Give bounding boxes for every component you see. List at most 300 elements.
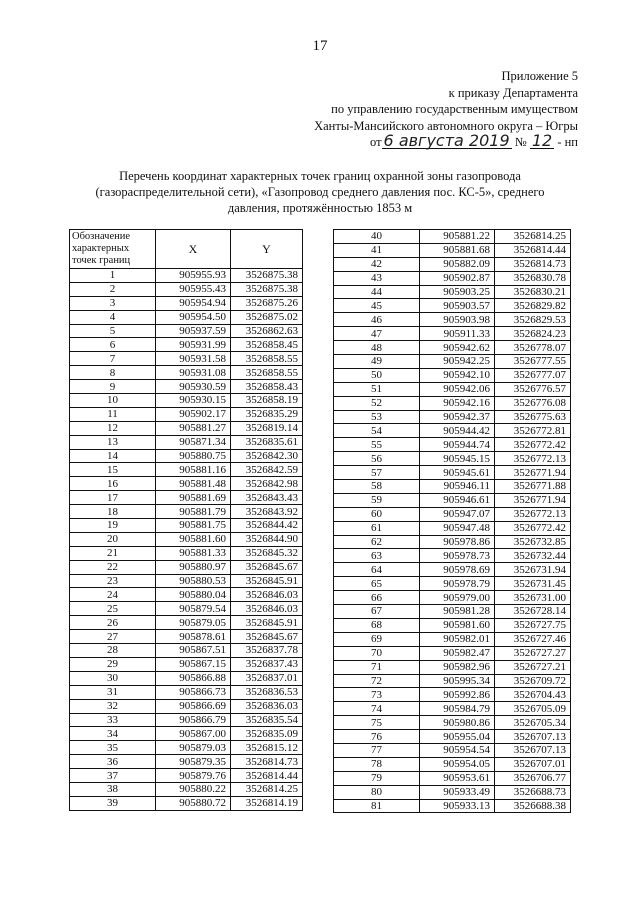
x-coordinate: 905942.10 — [420, 368, 495, 382]
point-number: 52 — [334, 396, 420, 410]
point-number: 3 — [70, 296, 156, 310]
point-number: 62 — [334, 535, 420, 549]
y-coordinate: 3526706.77 — [495, 771, 571, 785]
department-name: по управлению государственным имуществом — [331, 102, 578, 116]
y-coordinate: 3526771.94 — [495, 493, 571, 507]
x-coordinate: 905955.04 — [420, 730, 495, 744]
table-row — [334, 313, 571, 327]
table-row — [334, 563, 571, 577]
x-coordinate: 905947.48 — [420, 521, 495, 535]
table-row — [334, 688, 571, 702]
order-prefix: от — [369, 135, 382, 149]
point-number: 40 — [334, 230, 420, 244]
table-row — [70, 741, 303, 755]
point-number: 61 — [334, 521, 420, 535]
point-number: 16 — [70, 477, 156, 491]
table-row — [334, 493, 571, 507]
point-number: 68 — [334, 618, 420, 632]
y-coordinate: 3526707.01 — [495, 757, 571, 771]
point-number: 72 — [334, 674, 420, 688]
point-number: 45 — [334, 299, 420, 313]
y-coordinate: 3526836.03 — [231, 699, 303, 713]
point-number: 67 — [334, 605, 420, 619]
point-number: 27 — [70, 630, 156, 644]
x-coordinate: 905945.61 — [420, 466, 495, 480]
point-number: 21 — [70, 546, 156, 560]
x-coordinate: 905930.15 — [156, 394, 231, 408]
table-row — [70, 796, 303, 810]
table-row — [334, 438, 571, 452]
x-coordinate: 905979.00 — [420, 591, 495, 605]
point-number: 33 — [70, 713, 156, 727]
title-line-2: (газораспределительной сети), «Газопровод среднего давления пос. КС-5», среднего — [95, 185, 545, 199]
x-coordinate: 905955.93 — [156, 269, 231, 283]
y-coordinate: 3526846.03 — [231, 602, 303, 616]
point-number: 1 — [70, 269, 156, 283]
y-coordinate: 3526772.81 — [495, 424, 571, 438]
x-coordinate: 905911.33 — [420, 327, 495, 341]
x-coordinate: 905933.13 — [420, 799, 495, 813]
x-coordinate: 905866.79 — [156, 713, 231, 727]
y-coordinate: 3526776.08 — [495, 396, 571, 410]
x-coordinate: 905880.53 — [156, 574, 231, 588]
table-row — [70, 560, 303, 574]
table-row — [334, 452, 571, 466]
table-row — [334, 507, 571, 521]
point-number: 80 — [334, 785, 420, 799]
point-number: 37 — [70, 769, 156, 783]
x-coordinate: 905931.99 — [156, 338, 231, 352]
y-coordinate: 3526835.54 — [231, 713, 303, 727]
point-number: 54 — [334, 424, 420, 438]
x-coordinate: 905947.07 — [420, 507, 495, 521]
point-number: 49 — [334, 355, 420, 369]
header-x: X — [156, 230, 231, 269]
point-number: 59 — [334, 493, 420, 507]
point-number: 70 — [334, 646, 420, 660]
x-coordinate: 905982.96 — [420, 660, 495, 674]
x-coordinate: 905867.00 — [156, 727, 231, 741]
point-number: 24 — [70, 588, 156, 602]
coordinates-table-right — [333, 229, 571, 813]
x-coordinate: 905867.51 — [156, 644, 231, 658]
table-row — [334, 285, 571, 299]
table-row — [334, 660, 571, 674]
x-coordinate: 905931.58 — [156, 352, 231, 366]
point-number: 2 — [70, 282, 156, 296]
y-coordinate: 3526815.12 — [231, 741, 303, 755]
x-coordinate: 905902.17 — [156, 407, 231, 421]
y-coordinate: 3526728.14 — [495, 605, 571, 619]
x-coordinate: 905867.15 — [156, 657, 231, 671]
x-coordinate: 905880.72 — [156, 796, 231, 810]
table-header-row — [70, 230, 303, 269]
point-number: 53 — [334, 410, 420, 424]
point-number: 5 — [70, 324, 156, 338]
y-coordinate: 3526771.94 — [495, 466, 571, 480]
x-coordinate: 905946.61 — [420, 493, 495, 507]
table-row — [334, 730, 571, 744]
y-coordinate: 3526777.55 — [495, 355, 571, 369]
y-coordinate: 3526845.67 — [231, 560, 303, 574]
table-row — [334, 674, 571, 688]
table-row — [70, 407, 303, 421]
table-row — [70, 394, 303, 408]
x-coordinate: 905866.69 — [156, 699, 231, 713]
table-row — [334, 577, 571, 591]
y-coordinate: 3526704.43 — [495, 688, 571, 702]
table-row — [334, 591, 571, 605]
y-coordinate: 3526772.13 — [495, 507, 571, 521]
table-row — [70, 435, 303, 449]
y-coordinate: 3526776.57 — [495, 382, 571, 396]
x-coordinate: 905981.28 — [420, 605, 495, 619]
x-coordinate: 905881.33 — [156, 546, 231, 560]
point-number: 31 — [70, 685, 156, 699]
x-coordinate: 905945.15 — [420, 452, 495, 466]
y-coordinate: 3526835.61 — [231, 435, 303, 449]
y-coordinate: 3526842.59 — [231, 463, 303, 477]
table-row — [70, 782, 303, 796]
table-row — [70, 310, 303, 324]
x-coordinate: 905953.61 — [420, 771, 495, 785]
y-coordinate: 3526858.43 — [231, 380, 303, 394]
x-coordinate: 905942.37 — [420, 410, 495, 424]
table-row — [70, 755, 303, 769]
table-row — [334, 382, 571, 396]
point-number: 78 — [334, 757, 420, 771]
table-row — [334, 646, 571, 660]
table-row — [70, 699, 303, 713]
y-coordinate: 3526814.73 — [231, 755, 303, 769]
order-date-line — [369, 131, 578, 150]
point-number: 41 — [334, 243, 420, 257]
y-coordinate: 3526705.09 — [495, 702, 571, 716]
table-row — [334, 271, 571, 285]
table-row — [70, 671, 303, 685]
x-coordinate: 905879.03 — [156, 741, 231, 755]
x-coordinate: 905978.86 — [420, 535, 495, 549]
x-coordinate: 905954.54 — [420, 743, 495, 757]
y-coordinate: 3526731.45 — [495, 577, 571, 591]
point-number: 66 — [334, 591, 420, 605]
table-row — [334, 757, 571, 771]
table-row — [334, 466, 571, 480]
y-coordinate: 3526731.94 — [495, 563, 571, 577]
table-row — [70, 366, 303, 380]
coordinates-table-left — [69, 229, 303, 811]
point-number: 13 — [70, 435, 156, 449]
point-number: 79 — [334, 771, 420, 785]
point-number: 38 — [70, 782, 156, 796]
y-coordinate: 3526824.23 — [495, 327, 571, 341]
point-number: 23 — [70, 574, 156, 588]
x-coordinate: 905954.50 — [156, 310, 231, 324]
table-row — [70, 727, 303, 741]
point-number: 47 — [334, 327, 420, 341]
table-row — [334, 327, 571, 341]
y-coordinate: 3526814.44 — [231, 769, 303, 783]
table-row — [334, 396, 571, 410]
y-coordinate: 3526843.92 — [231, 505, 303, 519]
point-number: 63 — [334, 549, 420, 563]
y-coordinate: 3526772.13 — [495, 452, 571, 466]
y-coordinate: 3526814.44 — [495, 243, 571, 257]
table-row — [334, 785, 571, 799]
table-row — [70, 588, 303, 602]
table-row — [334, 341, 571, 355]
table-row — [334, 424, 571, 438]
order-suffix: - нп — [557, 135, 578, 149]
table-row — [70, 769, 303, 783]
y-coordinate: 3526772.42 — [495, 438, 571, 452]
table-row — [334, 243, 571, 257]
y-coordinate: 3526727.21 — [495, 660, 571, 674]
y-coordinate: 3526732.44 — [495, 549, 571, 563]
y-coordinate: 3526858.19 — [231, 394, 303, 408]
table-body-right — [334, 230, 571, 813]
x-coordinate: 905902.87 — [420, 271, 495, 285]
y-coordinate: 3526707.13 — [495, 743, 571, 757]
table-row — [334, 521, 571, 535]
x-coordinate: 905882.09 — [420, 257, 495, 271]
point-number: 15 — [70, 463, 156, 477]
y-coordinate: 3526858.55 — [231, 366, 303, 380]
order-number-label: № — [514, 135, 527, 149]
table-row — [334, 368, 571, 382]
point-number: 64 — [334, 563, 420, 577]
point-number: 6 — [70, 338, 156, 352]
table-row — [70, 477, 303, 491]
x-coordinate: 905903.57 — [420, 299, 495, 313]
x-coordinate: 905866.88 — [156, 671, 231, 685]
point-number: 44 — [334, 285, 420, 299]
point-number: 9 — [70, 380, 156, 394]
y-coordinate: 3526835.29 — [231, 407, 303, 421]
point-number: 39 — [70, 796, 156, 810]
x-coordinate: 905937.59 — [156, 324, 231, 338]
point-number: 17 — [70, 491, 156, 505]
region-name: Ханты-Мансийского автономного округа – Югры — [314, 118, 578, 133]
point-number: 7 — [70, 352, 156, 366]
y-coordinate: 3526858.55 — [231, 352, 303, 366]
table-row — [334, 480, 571, 494]
order-reference: к приказу Департамента — [448, 85, 578, 100]
point-number: 55 — [334, 438, 420, 452]
point-number: 77 — [334, 743, 420, 757]
point-number: 10 — [70, 394, 156, 408]
y-coordinate: 3526875.26 — [231, 296, 303, 310]
x-coordinate: 905982.01 — [420, 632, 495, 646]
x-coordinate: 905946.11 — [420, 480, 495, 494]
x-coordinate: 905881.16 — [156, 463, 231, 477]
point-number: 30 — [70, 671, 156, 685]
table-row — [334, 230, 571, 244]
x-coordinate: 905880.75 — [156, 449, 231, 463]
table-row — [334, 535, 571, 549]
y-coordinate: 3526731.00 — [495, 591, 571, 605]
table-row — [70, 532, 303, 546]
x-coordinate: 905942.62 — [420, 341, 495, 355]
table-row — [70, 449, 303, 463]
y-coordinate: 3526707.13 — [495, 730, 571, 744]
table-row — [70, 574, 303, 588]
x-coordinate: 905982.47 — [420, 646, 495, 660]
y-coordinate: 3526688.38 — [495, 799, 571, 813]
x-coordinate: 905881.68 — [420, 243, 495, 257]
x-coordinate: 905955.43 — [156, 282, 231, 296]
y-coordinate: 3526875.38 — [231, 269, 303, 283]
y-coordinate: 3526846.03 — [231, 588, 303, 602]
y-coordinate: 3526845.91 — [231, 574, 303, 588]
header-point-label: Обозначение характерных точек границ — [70, 230, 156, 269]
table-row — [70, 491, 303, 505]
x-coordinate: 905954.94 — [156, 296, 231, 310]
x-coordinate: 905880.22 — [156, 782, 231, 796]
x-coordinate: 905880.97 — [156, 560, 231, 574]
y-coordinate: 3526705.34 — [495, 716, 571, 730]
table-row — [334, 716, 571, 730]
table-row — [334, 410, 571, 424]
y-coordinate: 3526829.53 — [495, 313, 571, 327]
x-coordinate: 905942.25 — [420, 355, 495, 369]
table-row — [70, 505, 303, 519]
x-coordinate: 905879.05 — [156, 616, 231, 630]
x-coordinate: 905995.34 — [420, 674, 495, 688]
table-row — [70, 630, 303, 644]
y-coordinate: 3526732.85 — [495, 535, 571, 549]
y-coordinate: 3526727.46 — [495, 632, 571, 646]
y-coordinate: 3526772.42 — [495, 521, 571, 535]
table-row — [334, 799, 571, 813]
y-coordinate: 3526775.63 — [495, 410, 571, 424]
x-coordinate: 905944.74 — [420, 438, 495, 452]
x-coordinate: 905981.60 — [420, 618, 495, 632]
point-number: 58 — [334, 480, 420, 494]
header-y: Y — [231, 230, 303, 269]
table-row — [70, 421, 303, 435]
x-coordinate: 905878.61 — [156, 630, 231, 644]
y-coordinate: 3526836.53 — [231, 685, 303, 699]
y-coordinate: 3526844.42 — [231, 519, 303, 533]
point-number: 46 — [334, 313, 420, 327]
point-number: 36 — [70, 755, 156, 769]
point-number: 71 — [334, 660, 420, 674]
y-coordinate: 3526814.25 — [495, 230, 571, 244]
y-coordinate: 3526778.07 — [495, 341, 571, 355]
table-row — [334, 632, 571, 646]
y-coordinate: 3526830.78 — [495, 271, 571, 285]
y-coordinate: 3526845.67 — [231, 630, 303, 644]
y-coordinate: 3526843.43 — [231, 491, 303, 505]
table-row — [70, 602, 303, 616]
y-coordinate: 3526842.98 — [231, 477, 303, 491]
y-coordinate: 3526814.25 — [231, 782, 303, 796]
point-number: 73 — [334, 688, 420, 702]
table-row — [334, 771, 571, 785]
y-coordinate: 3526835.09 — [231, 727, 303, 741]
x-coordinate: 905984.79 — [420, 702, 495, 716]
point-number: 56 — [334, 452, 420, 466]
table-row — [70, 282, 303, 296]
point-number: 35 — [70, 741, 156, 755]
table-row — [70, 338, 303, 352]
y-coordinate: 3526727.27 — [495, 646, 571, 660]
x-coordinate: 905879.35 — [156, 755, 231, 769]
point-number: 43 — [334, 271, 420, 285]
table-row — [334, 355, 571, 369]
point-number: 12 — [70, 421, 156, 435]
point-number: 42 — [334, 257, 420, 271]
y-coordinate: 3526814.19 — [231, 796, 303, 810]
x-coordinate: 905881.79 — [156, 505, 231, 519]
x-coordinate: 905942.16 — [420, 396, 495, 410]
point-number: 8 — [70, 366, 156, 380]
point-number: 34 — [70, 727, 156, 741]
x-coordinate: 905933.49 — [420, 785, 495, 799]
x-coordinate: 905871.34 — [156, 435, 231, 449]
y-coordinate: 3526777.07 — [495, 368, 571, 382]
y-coordinate: 3526845.32 — [231, 546, 303, 560]
x-coordinate: 905881.69 — [156, 491, 231, 505]
point-number: 28 — [70, 644, 156, 658]
page-number: 17 — [312, 38, 328, 54]
table-row — [334, 618, 571, 632]
table-row — [70, 296, 303, 310]
point-number: 4 — [70, 310, 156, 324]
x-coordinate: 905903.98 — [420, 313, 495, 327]
table-row — [70, 463, 303, 477]
y-coordinate: 3526858.45 — [231, 338, 303, 352]
y-coordinate: 3526842.30 — [231, 449, 303, 463]
x-coordinate: 905944.42 — [420, 424, 495, 438]
y-coordinate: 3526727.75 — [495, 618, 571, 632]
table-row — [70, 352, 303, 366]
y-coordinate: 3526819.14 — [231, 421, 303, 435]
x-coordinate: 905954.05 — [420, 757, 495, 771]
handwritten-order-number: 12 — [531, 131, 553, 150]
table-row — [70, 546, 303, 560]
appendix-label: Приложение 5 — [501, 69, 578, 83]
point-number: 75 — [334, 716, 420, 730]
point-number: 25 — [70, 602, 156, 616]
point-number: 65 — [334, 577, 420, 591]
y-coordinate: 3526830.21 — [495, 285, 571, 299]
title-line-1: Перечень координат характерных точек границ охранной зоны газопровода — [119, 169, 521, 183]
table-row — [70, 657, 303, 671]
table-row — [334, 257, 571, 271]
x-coordinate: 905881.27 — [156, 421, 231, 435]
table-row — [70, 380, 303, 394]
x-coordinate: 905980.86 — [420, 716, 495, 730]
x-coordinate: 905881.22 — [420, 230, 495, 244]
y-coordinate: 3526837.01 — [231, 671, 303, 685]
point-number: 57 — [334, 466, 420, 480]
y-coordinate: 3526837.78 — [231, 644, 303, 658]
table-row — [70, 269, 303, 283]
y-coordinate: 3526829.82 — [495, 299, 571, 313]
x-coordinate: 905881.48 — [156, 477, 231, 491]
point-number: 60 — [334, 507, 420, 521]
x-coordinate: 905978.79 — [420, 577, 495, 591]
appendix-header — [314, 68, 578, 134]
table-row — [334, 605, 571, 619]
point-number: 26 — [70, 616, 156, 630]
x-coordinate: 905903.25 — [420, 285, 495, 299]
y-coordinate: 3526688.73 — [495, 785, 571, 799]
y-coordinate: 3526771.88 — [495, 480, 571, 494]
x-coordinate: 905866.73 — [156, 685, 231, 699]
